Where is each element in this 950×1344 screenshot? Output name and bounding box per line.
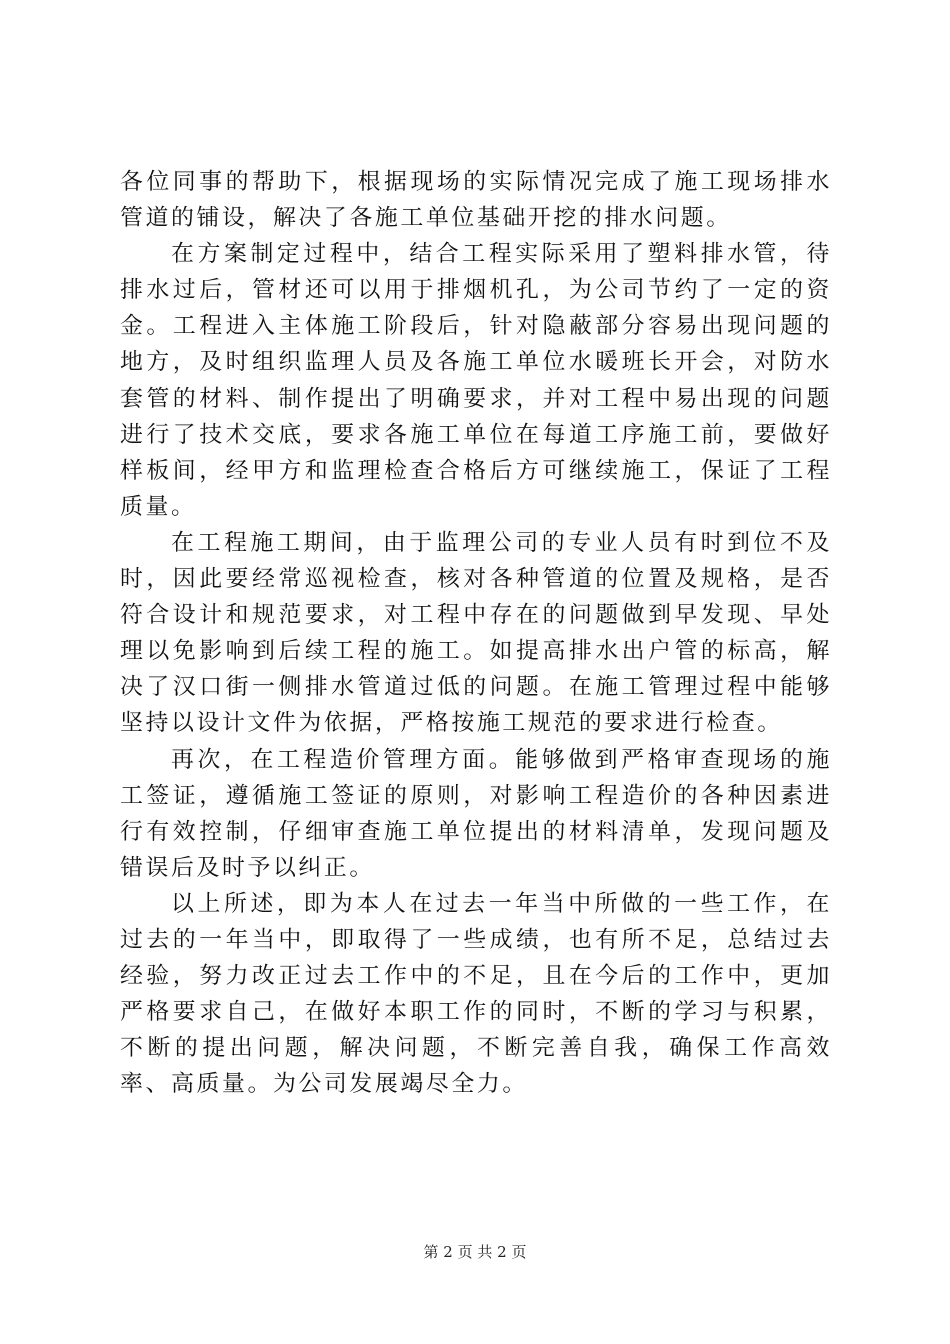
paragraph-plastic-drainage: 在方案制定过程中，结合工程实际采用了塑料排水管，待排水过后，管材还可以用于排烟机孔，为公司节约了一定的资金。工程进入主体施工阶段后，针对隐蔽部分容易出现问题的地方，及时组织监理人员及各施工单位水暖班长开会，对防水套管的材料、制作提出了明确要求，并对工程中易出现的问题进行了技术交底，要求各施工单位在每道工序施工前，要做好样板间，经甲方和监理检查合格后方可继续施工，保证了工程质量。 bbox=[120, 241, 832, 520]
paragraph-summary: 以上所述，即为本人在过去一年当中所做的一些工作，在过去的一年当中，即取得了一些成绩，也有所不足，总结过去经验，努力改正过去工作中的不足，且在今后的工作中，更加严格要求自己，在做好本职工作的同时，不断的学习与积累，不断的提出问题，解决问题，不断完善自我，确保工作高效率、高质量。为公司发展竭尽全力。 bbox=[120, 890, 832, 1098]
paragraph-continuation: 各位同事的帮助下，根据现场的实际情况完成了施工现场排水管道的铺设，解决了各施工单位基础开挖的排水问题。 bbox=[120, 169, 832, 232]
page-number-footer: 第 2 页 共 2 页 bbox=[423, 1243, 527, 1261]
paragraph-construction-period: 在工程施工期间，由于监理公司的专业人员有时到位不及时，因此要经常巡视检查，核对各种管道的位置及规格，是否符合设计和规范要求，对工程中存在的问题做到早发现、早处理以免影响到后续工程的施工。如提高排水出户管的标高，解决了汉口街一侧排水管道过低的问题。在施工管理过程中能够坚持以设计文件为依据，严格按施工规范的要求进行检查。 bbox=[120, 529, 832, 737]
document-body bbox=[120, 164, 832, 1102]
paragraph-cost-management: 再次，在工程造价管理方面。能够做到严格审查现场的施工签证，遵循施工签证的原则，对影响工程造价的各种因素进行有效控制，仔细审查施工单位提出的材料清单，发现问题及错误后及时予以纠正。 bbox=[120, 746, 832, 881]
